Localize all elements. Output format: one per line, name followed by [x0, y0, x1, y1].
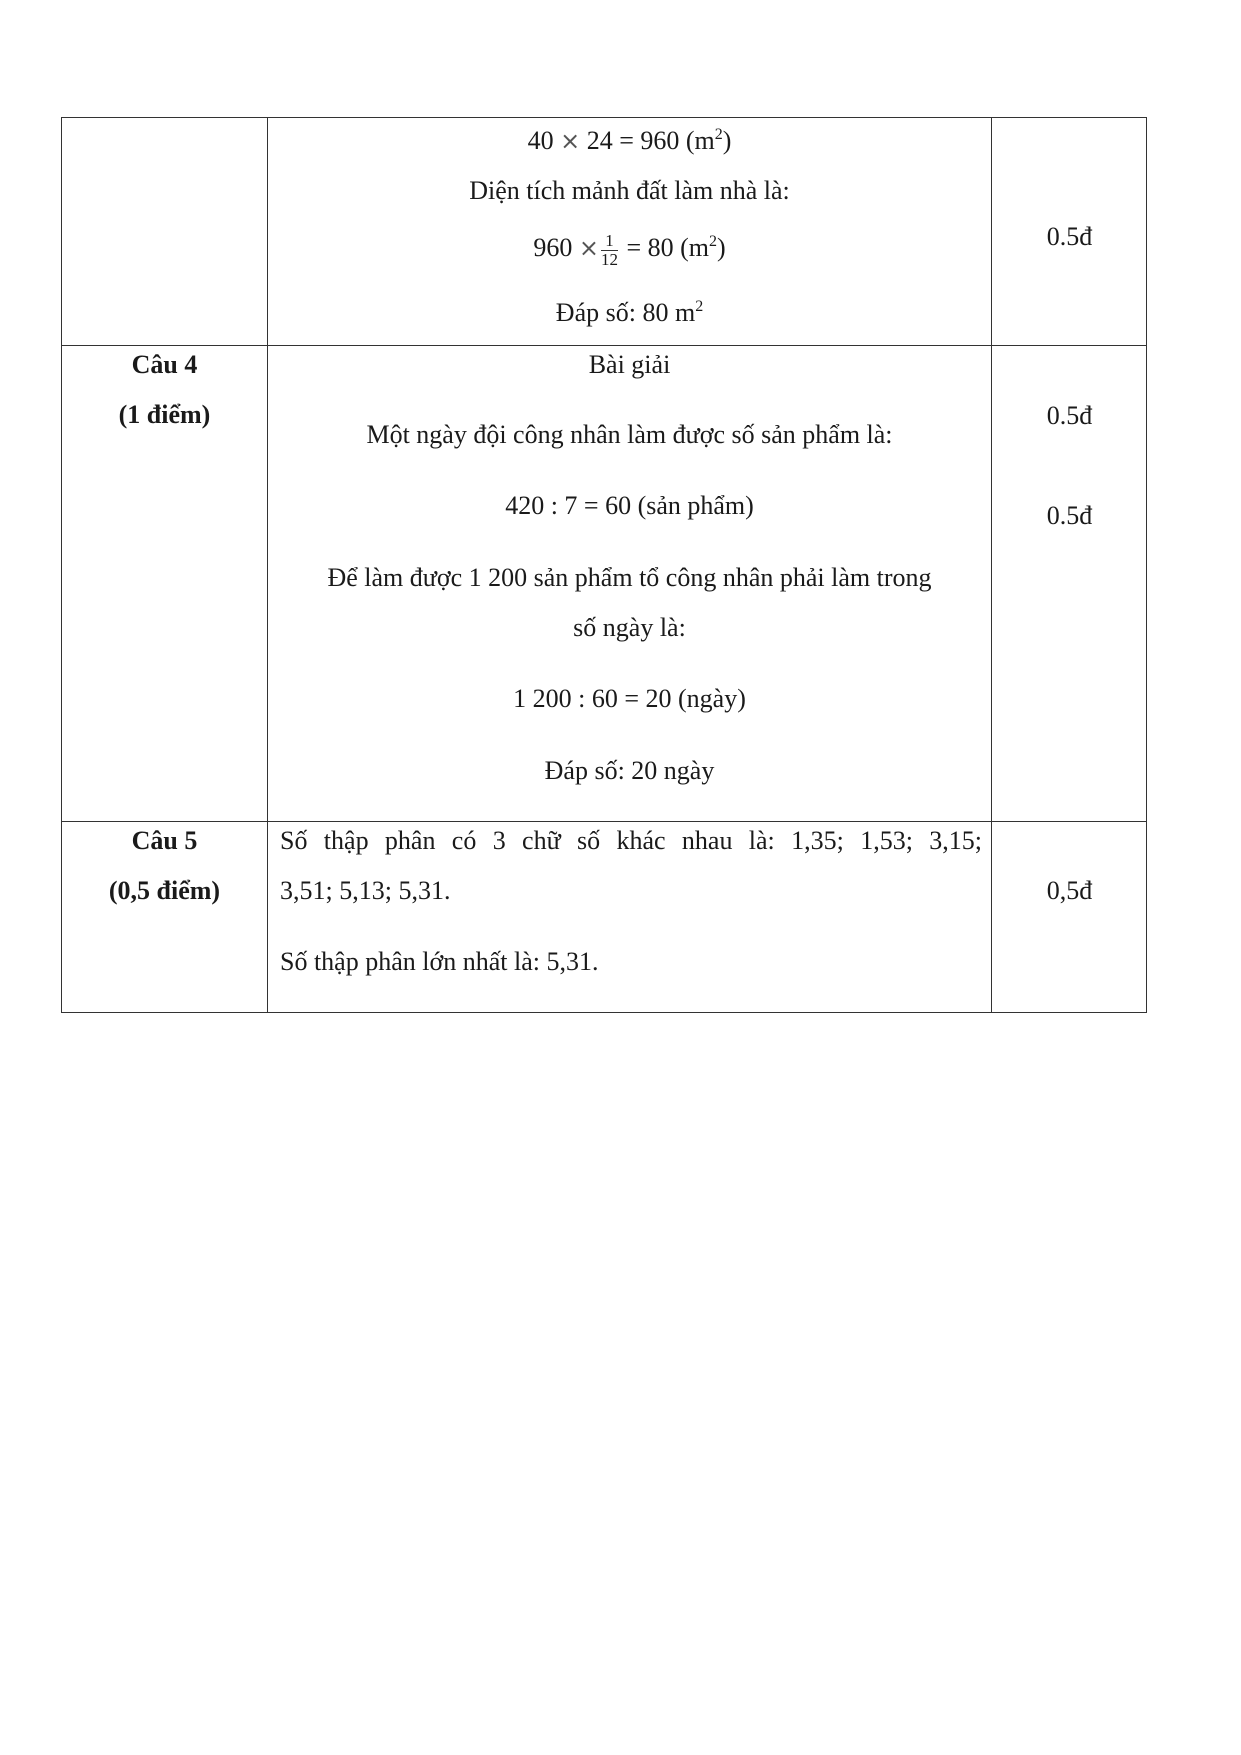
area-label: Diện tích mảnh đất làm nhà là:: [469, 176, 790, 205]
decimal-list-line-1: Số thập phân có 3 chữ số khác nhau là: 1,35; 1,53; 3,15;: [280, 826, 982, 855]
largest-decimal: Số thập phân lớn nhất là: 5,31.: [280, 947, 599, 976]
solution-heading: Bài giải: [588, 350, 671, 379]
answer-row1: Đáp số: 80 $m^2$: [555, 298, 704, 327]
question-label-4: Câu 4: [131, 350, 198, 379]
score-row2-a: 0.5đ: [1046, 401, 1093, 430]
fraction: $\frac{1}{12}$: [600, 230, 618, 269]
solution-line-5: 1 200 : 60 = 20 (ngày): [513, 684, 746, 713]
question-points-5: (0,5 điểm): [108, 876, 221, 905]
solution-line-1: Một ngày đội công nhân làm được số sản phẩm là:: [366, 420, 893, 449]
score-row3: 0,5đ: [1046, 876, 1093, 905]
equation-area-total: 40 × 24 = 960 $(m^2)$: [527, 126, 732, 155]
decimal-list-line-2: 3,51; 5,13; 5,31.: [280, 876, 451, 905]
multiply-icon: ×: [560, 127, 581, 155]
score-row2-b: 0.5đ: [1046, 501, 1093, 530]
solution-line-4: số ngày là:: [573, 613, 686, 642]
question-label-5: Câu 5: [131, 826, 198, 855]
score-row1: 0.5đ: [1046, 222, 1093, 251]
multiply-icon: ×: [578, 234, 599, 262]
solution-line-2: 420 : 7 = 60 (sản phẩm): [505, 491, 754, 520]
solution-answer: Đáp số: 20 ngày: [544, 756, 715, 785]
question-points-4: (1 điểm): [118, 400, 211, 429]
solution-line-3: Để làm được 1 200 sản phẩm tổ công nhân phải làm trong: [327, 563, 932, 592]
equation-house-area: 960 × $\frac{1}{12}$ = 80 $(m^2)$: [533, 230, 726, 269]
